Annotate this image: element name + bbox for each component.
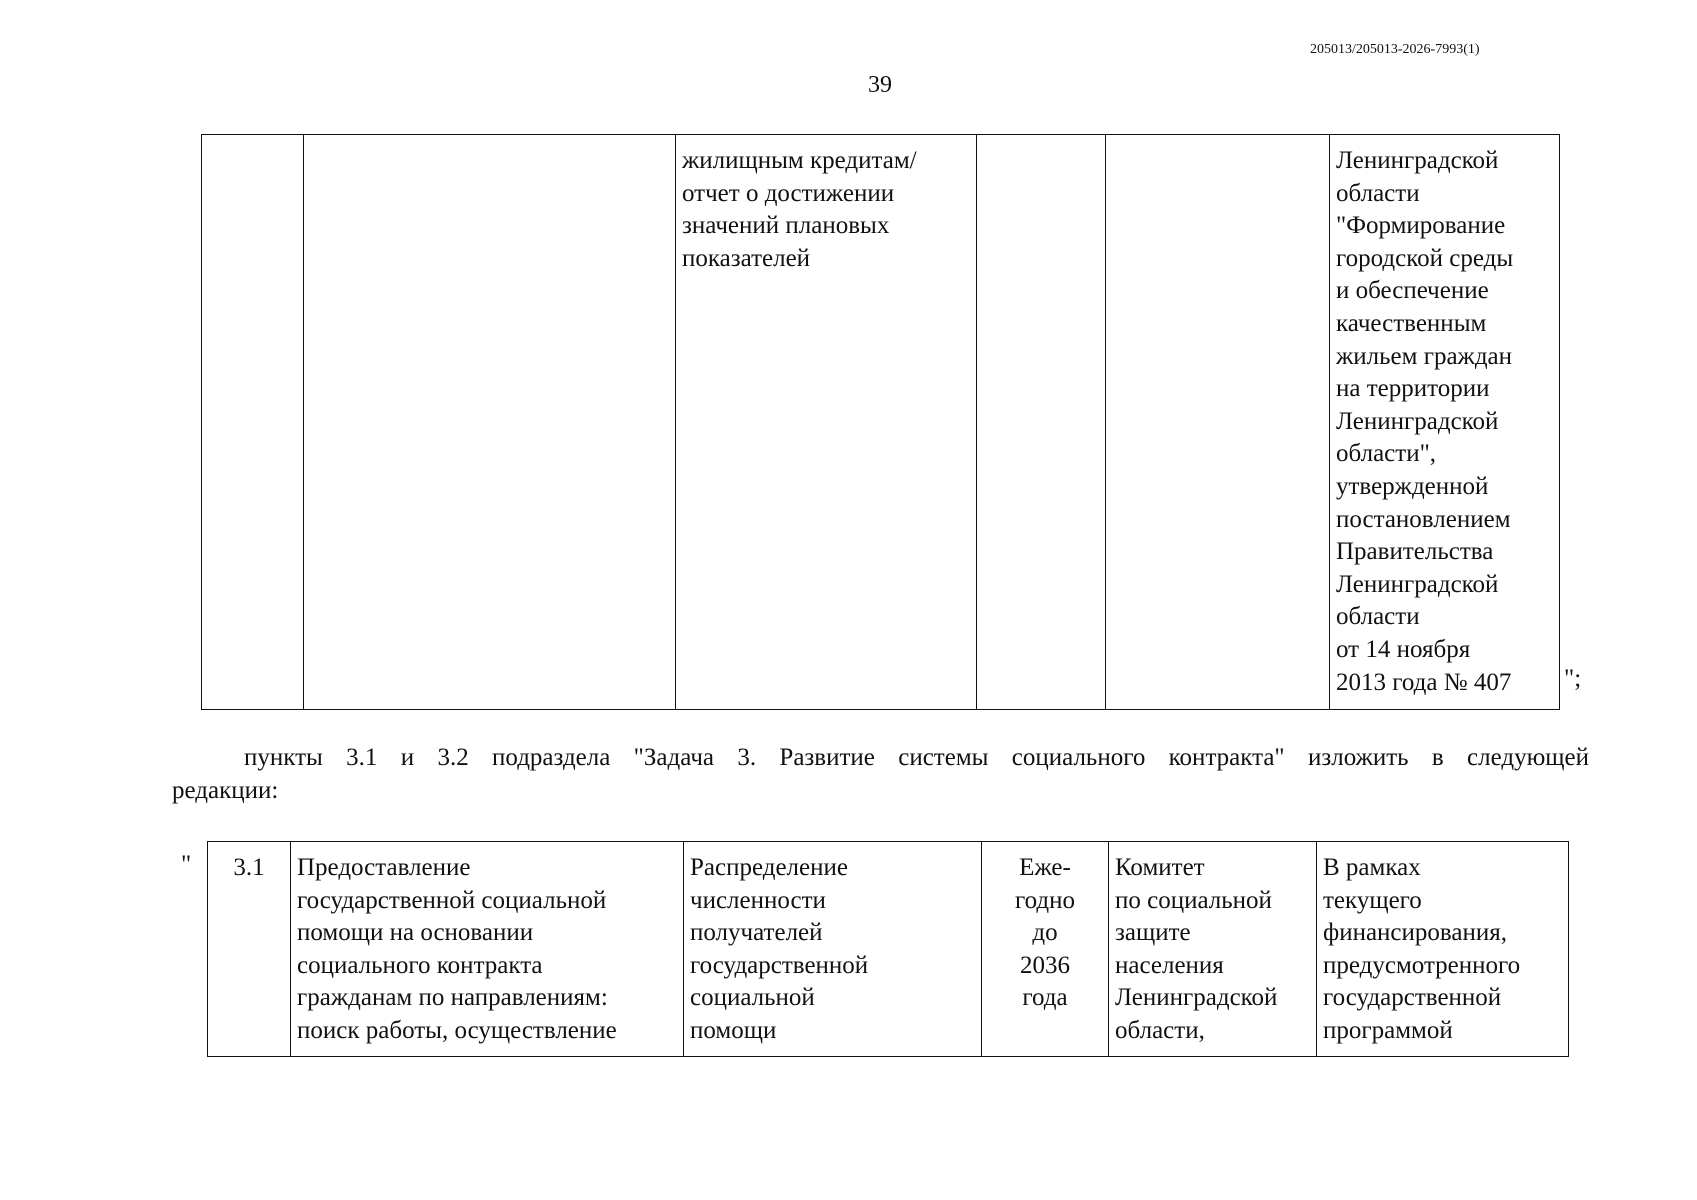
table2-cell-num [208,842,291,1057]
cell-line: от 14 ноября [1336,635,1471,663]
cell-line: 2013 года № 407 [1336,668,1512,696]
cell-line: по социальной [1115,886,1272,914]
table1-cell-1 [202,135,304,710]
cell-line: года [1022,984,1068,1012]
document-id: 205013/205013-2026-7993(1) [1310,42,1480,57]
table1-cell-3 [676,135,977,710]
cell-line: защите [1115,919,1191,947]
cell-line: годно [1014,886,1075,914]
cell-line: качественным [1336,309,1487,337]
cell-line: области [1336,179,1420,207]
cell-line: гражданам по направлениям: [297,984,608,1012]
cell-line: поиск работы, осуществление [297,1016,617,1044]
cell-line: до [1032,919,1058,947]
cell-line: отчет о достижении [682,179,895,207]
cell-line: программой [1323,1016,1453,1044]
cell-line: государственной [1323,984,1502,1012]
cell-line: городской среды [1336,244,1514,272]
table-row [202,135,1560,710]
row-number: 3.1 [233,854,265,881]
cell-line: Распределение [690,854,848,881]
cell-line: социальной [690,984,815,1012]
table1-cell-5 [1106,135,1330,710]
cell-line: 2036 [1020,951,1070,979]
cell-line: предусмотренного [1323,951,1521,979]
cell-line: Предоставление [297,854,471,881]
cell-line: государственной социальной [297,886,607,914]
cell-line: помощи на основании [297,919,534,947]
cell-line: государственной [690,951,869,979]
cell-line: утвержденной [1336,472,1489,500]
cell-line: Ленинградской [1336,570,1499,598]
table1-cell-2 [304,135,676,710]
opening-quote: " [181,851,192,878]
cell-line: жильем граждан [1336,342,1513,370]
table-row [208,842,1569,1057]
table-new-edition [207,841,1569,1057]
cell-line: Ленинградской [1115,984,1278,1012]
cell-line: Ленинградской [1336,407,1499,435]
cell-line: Правительства [1336,538,1494,566]
cell-line: Комитет [1115,854,1205,881]
cell-line: помощи [690,1016,777,1044]
table1-cell-6 [1330,135,1560,710]
table2-cell-4 [982,842,1109,1057]
cell-line: "Формирование [1336,212,1506,240]
cell-line: постановлением [1336,505,1511,533]
cell-line: области", [1336,440,1437,468]
cell-line: численности [690,886,826,914]
cell-line: финансирования, [1323,919,1507,947]
cell-line: В рамках [1323,854,1421,881]
cell-line: получателей [690,919,823,947]
table1-cell-4 [977,135,1106,710]
cell-line: на территории [1336,375,1490,403]
cell-line: области, [1115,1016,1205,1044]
cell-line: населения [1115,951,1224,979]
table-continuation [201,134,1560,710]
cell-line: Еже- [1019,854,1071,881]
cell-line: области [1336,603,1420,631]
cell-line: социального контракта [297,951,543,979]
table2-cell-5 [1109,842,1317,1057]
cell-line: и обеспечение [1336,277,1489,305]
paragraph-line-1: пункты 3.1 и 3.2 подраздела "Задача 3. Развитие системы социального контракта" изложить в следующей [244,744,1589,771]
page-number: 39 [868,72,892,98]
cell-line: текущего [1323,886,1422,914]
cell-line: показателей [682,244,811,272]
table2-cell-6 [1317,842,1569,1057]
closing-quote: "; [1564,665,1582,692]
table2-cell-2 [291,842,684,1057]
paragraph-line-2: редакции: [172,777,279,804]
cell-line: жилищным кредитам/ [682,147,917,174]
cell-line: Ленинградской [1336,147,1499,174]
table2-cell-3 [684,842,982,1057]
cell-line: значений плановых [682,212,890,240]
